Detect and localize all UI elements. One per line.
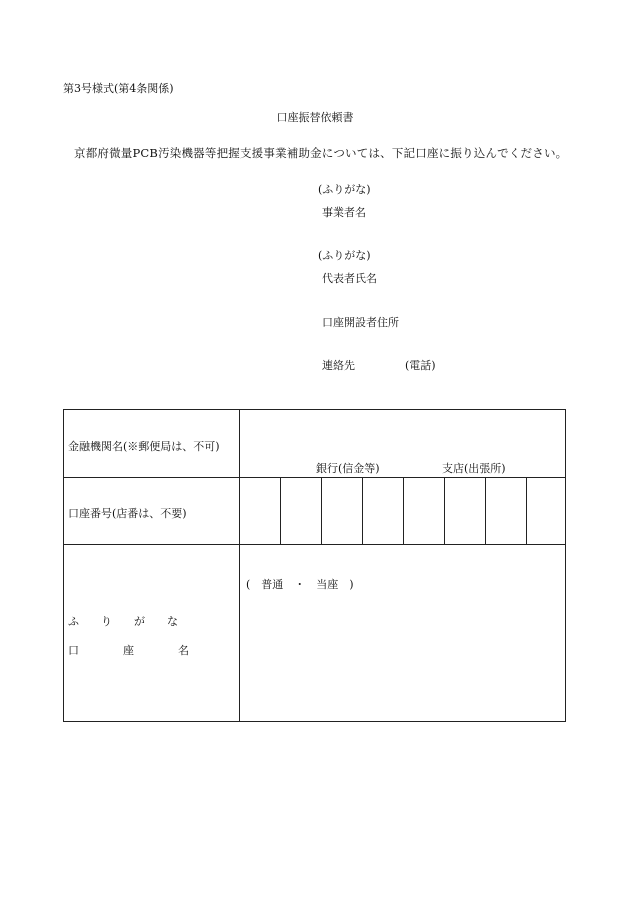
representative-name-label: 代表者氏名	[322, 272, 377, 285]
contact-label: 連絡先	[322, 359, 355, 372]
account-name-label: 口 座 名	[68, 644, 189, 657]
furigana-label-representative: (ふりがな)	[318, 249, 371, 262]
phone-label: (電話)	[405, 359, 436, 372]
digit-box-divider	[321, 477, 322, 544]
digit-box-divider	[362, 477, 363, 544]
column-divider	[239, 410, 240, 721]
account-type-options: ( 普通 ・ 当座 )	[246, 578, 354, 591]
digit-box-divider	[403, 477, 404, 544]
bank-suffix-label: 銀行(信金等)	[316, 462, 380, 475]
digit-box-divider	[485, 477, 486, 544]
account-holder-address-label: 口座開設者住所	[322, 316, 399, 329]
digit-box-divider	[444, 477, 445, 544]
account-number-label: 口座番号(店番は、不要)	[68, 507, 187, 520]
document-title: 口座振替依頼書	[276, 111, 354, 124]
intro-text: 京都府微量PCB汚染機器等把握支援事業補助金については、下記口座に振り込んでください。	[74, 146, 568, 160]
account-name-furigana-label: ふ り が な	[68, 615, 178, 628]
bank-name-label: 金融機関名(※郵便局は、不可)	[68, 440, 220, 453]
digit-box-divider	[280, 477, 281, 544]
form-number: 第3号様式(第4条関係)	[63, 82, 174, 95]
branch-suffix-label: 支店(出張所)	[442, 462, 506, 475]
furigana-label-business: (ふりがな)	[318, 183, 371, 196]
digit-box-divider	[526, 477, 527, 544]
row-divider	[64, 477, 565, 478]
bank-account-table	[63, 409, 566, 722]
business-name-label: 事業者名	[322, 206, 366, 219]
row-divider	[64, 544, 565, 545]
